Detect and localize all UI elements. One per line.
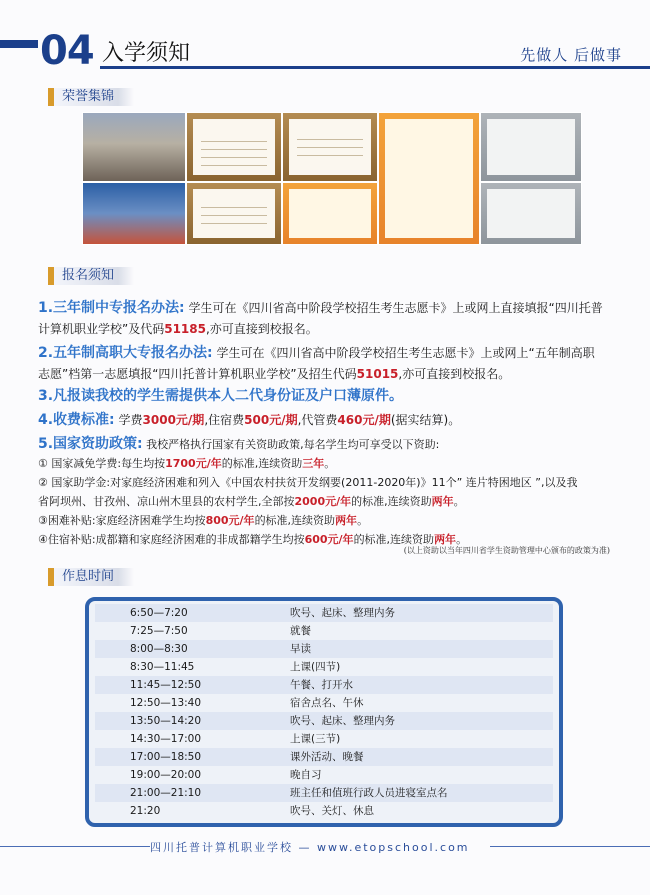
- schedule-row: [95, 730, 553, 748]
- schedule-time: 19:00—20:00: [130, 769, 202, 781]
- enroll-item-heading: 2.五年制高职大专报名办法:: [38, 345, 213, 361]
- footer-rule-right: [490, 846, 650, 847]
- schedule-time: 14:30—17:00: [130, 733, 202, 745]
- schedule-time: 17:00—18:50: [130, 751, 202, 763]
- schedule-row: [95, 694, 553, 712]
- schedule-row: [95, 622, 553, 640]
- enroll-item-heading: 1.三年制中专报名办法:: [38, 300, 185, 316]
- enroll-item-5: 5.国家资助政策: 我校严格执行国家有关资助政策,每名学生均可享受以下资助: ① 国家减免学费:每生均按1700元/年的标准,连续资助三年。 ② 国家助学金:对家庭经济困难和列入《中国农村扶贫开发纲要(2011-2020年)》11个” 连片特困地区 ”,以及我 省阿坝州、甘孜州、凉山州木里县的农村学生,全部按2000元/年的标准,连续资助两年。 ③困难补贴:家庭经济困难学生均按800元/年的标准,连续资助两年。 ④住宿补贴:成都籍和家庭经济困难的非成都籍学生均按600元/年的标准,连续资助两年。: [38, 436, 578, 546]
- schedule-row: [95, 640, 553, 658]
- schedule-time: 6:50—7:20: [130, 607, 188, 619]
- enroll-item-heading: 5.国家资助政策:: [38, 436, 143, 452]
- schedule-row: [95, 748, 553, 766]
- enroll-item-heading: 4.收费标准:: [38, 412, 115, 428]
- schedule-activity: 宿舍点名、午休: [290, 697, 364, 709]
- schedule-activity: 上课(四节): [290, 661, 341, 673]
- schedule-activity: 吹号、起床、整理内务: [290, 715, 395, 727]
- schedule-time: 12:50—13:40: [130, 697, 202, 709]
- schedule-table: [85, 597, 563, 827]
- schedule-time: 13:50—14:20: [130, 715, 202, 727]
- photo-stage-event: [82, 182, 186, 245]
- schedule-row: [95, 676, 553, 694]
- section-title-schedule: 作息时间: [54, 568, 134, 586]
- school-code: 51015: [356, 367, 399, 381]
- page-title: 入学须知: [102, 41, 191, 66]
- enroll-item-4: 4.收费标准: 学费3000元/期,住宿费500元/期,代管费460元/期(据实结算)。: [38, 412, 461, 428]
- schedule-time: 8:00—8:30: [130, 643, 188, 655]
- header-rule: [100, 66, 650, 69]
- slogan: 先做人 后做事: [520, 46, 622, 64]
- footer-rule-left: [0, 846, 150, 847]
- schedule-activity: 上课(三节): [290, 733, 341, 745]
- photo-award-ceremony: [82, 112, 186, 182]
- schedule-activity: 早读: [290, 643, 311, 655]
- school-code: 51185: [164, 322, 206, 336]
- schedule-time: 21:20: [130, 805, 161, 817]
- schedule-activity: 就餐: [290, 625, 311, 637]
- schedule-row: [95, 712, 553, 730]
- aid-line: ② 国家助学金:对家庭经济困难和列入《中国农村扶贫开发纲要(2011-2020年)》11个” 连片特困地区 ”,以及我: [38, 476, 578, 489]
- certificate-image: [378, 112, 480, 245]
- schedule-activity: 午餐、打开水: [290, 679, 353, 691]
- honors-photo-strip: [82, 112, 582, 245]
- certificate-image: [186, 182, 282, 245]
- enroll-item-2: 2.五年制高职大专报名办法: 学生可在《四川省高中阶段学校招生考生志愿卡》上或网上“五年制高职 志愿”档第一志愿填报“四川托普计算机职业学校”及招生代码51015,亦可直接到校报名。: [38, 345, 595, 381]
- schedule-row: [95, 658, 553, 676]
- enroll-item-1: 1.三年制中专报名办法: 学生可在《四川省高中阶段学校招生考生志愿卡》上或网上直接填报“四川托普 计算机职业学校”及代码51185,亦可直接到校报名。: [38, 300, 603, 336]
- enroll-item-heading: 3.凡报读我校的学生需提供本人二代身份证及户口薄原件。: [38, 388, 404, 404]
- section-title-honors: 荣誉集锦: [54, 88, 134, 106]
- schedule-activity: 吹号、起床、整理内务: [290, 607, 395, 619]
- schedule-activity: 课外活动、晚餐: [290, 751, 364, 763]
- certificate-image: [480, 182, 582, 245]
- enroll-item-3: [38, 386, 623, 407]
- schedule-row: [95, 766, 553, 784]
- schedule-time: 7:25—7:50: [130, 625, 188, 637]
- certificate-image: [282, 112, 378, 182]
- schedule-activity: 晚自习: [290, 769, 322, 781]
- aid-line: 省阿坝州、甘孜州、凉山州木里县的农村学生,全部按2000元/年的标准,连续资助两年。: [38, 495, 465, 508]
- schedule-activity: 班主任和值班行政人员进寝室点名: [290, 787, 448, 799]
- schedule-time: 8:30—11:45: [130, 661, 195, 673]
- schedule-row: [95, 784, 553, 802]
- schedule-row: [95, 802, 553, 820]
- aid-line: ① 国家减免学费:每生均按1700元/年的标准,连续资助三年。: [38, 457, 336, 470]
- header-accent-bar: [0, 40, 38, 48]
- chapter-number: 04: [40, 28, 94, 74]
- certificate-image: [282, 182, 378, 245]
- aid-line: ③困难补贴:家庭经济困难学生均按800元/年的标准,连续资助两年。: [38, 514, 369, 527]
- schedule-activity: 吹号、关灯、休息: [290, 805, 374, 817]
- aid-line: ④住宿补贴:成都籍和家庭经济困难的非成都籍学生均按600元/年的标准,连续资助两年。: [38, 533, 468, 546]
- schedule-row: [95, 604, 553, 622]
- schedule-time: 21:00—21:10: [130, 787, 202, 799]
- footer-text: 四川托普计算机职业学校 — www.etopschool.com: [150, 841, 470, 854]
- aid-footnote: (以上资助以当年四川省学生资助管理中心颁布的政策为准): [403, 546, 610, 555]
- schedule-time: 11:45—12:50: [130, 679, 202, 691]
- certificate-image: [480, 112, 582, 182]
- section-title-enroll: 报名须知: [54, 267, 134, 285]
- certificate-image: [186, 112, 282, 182]
